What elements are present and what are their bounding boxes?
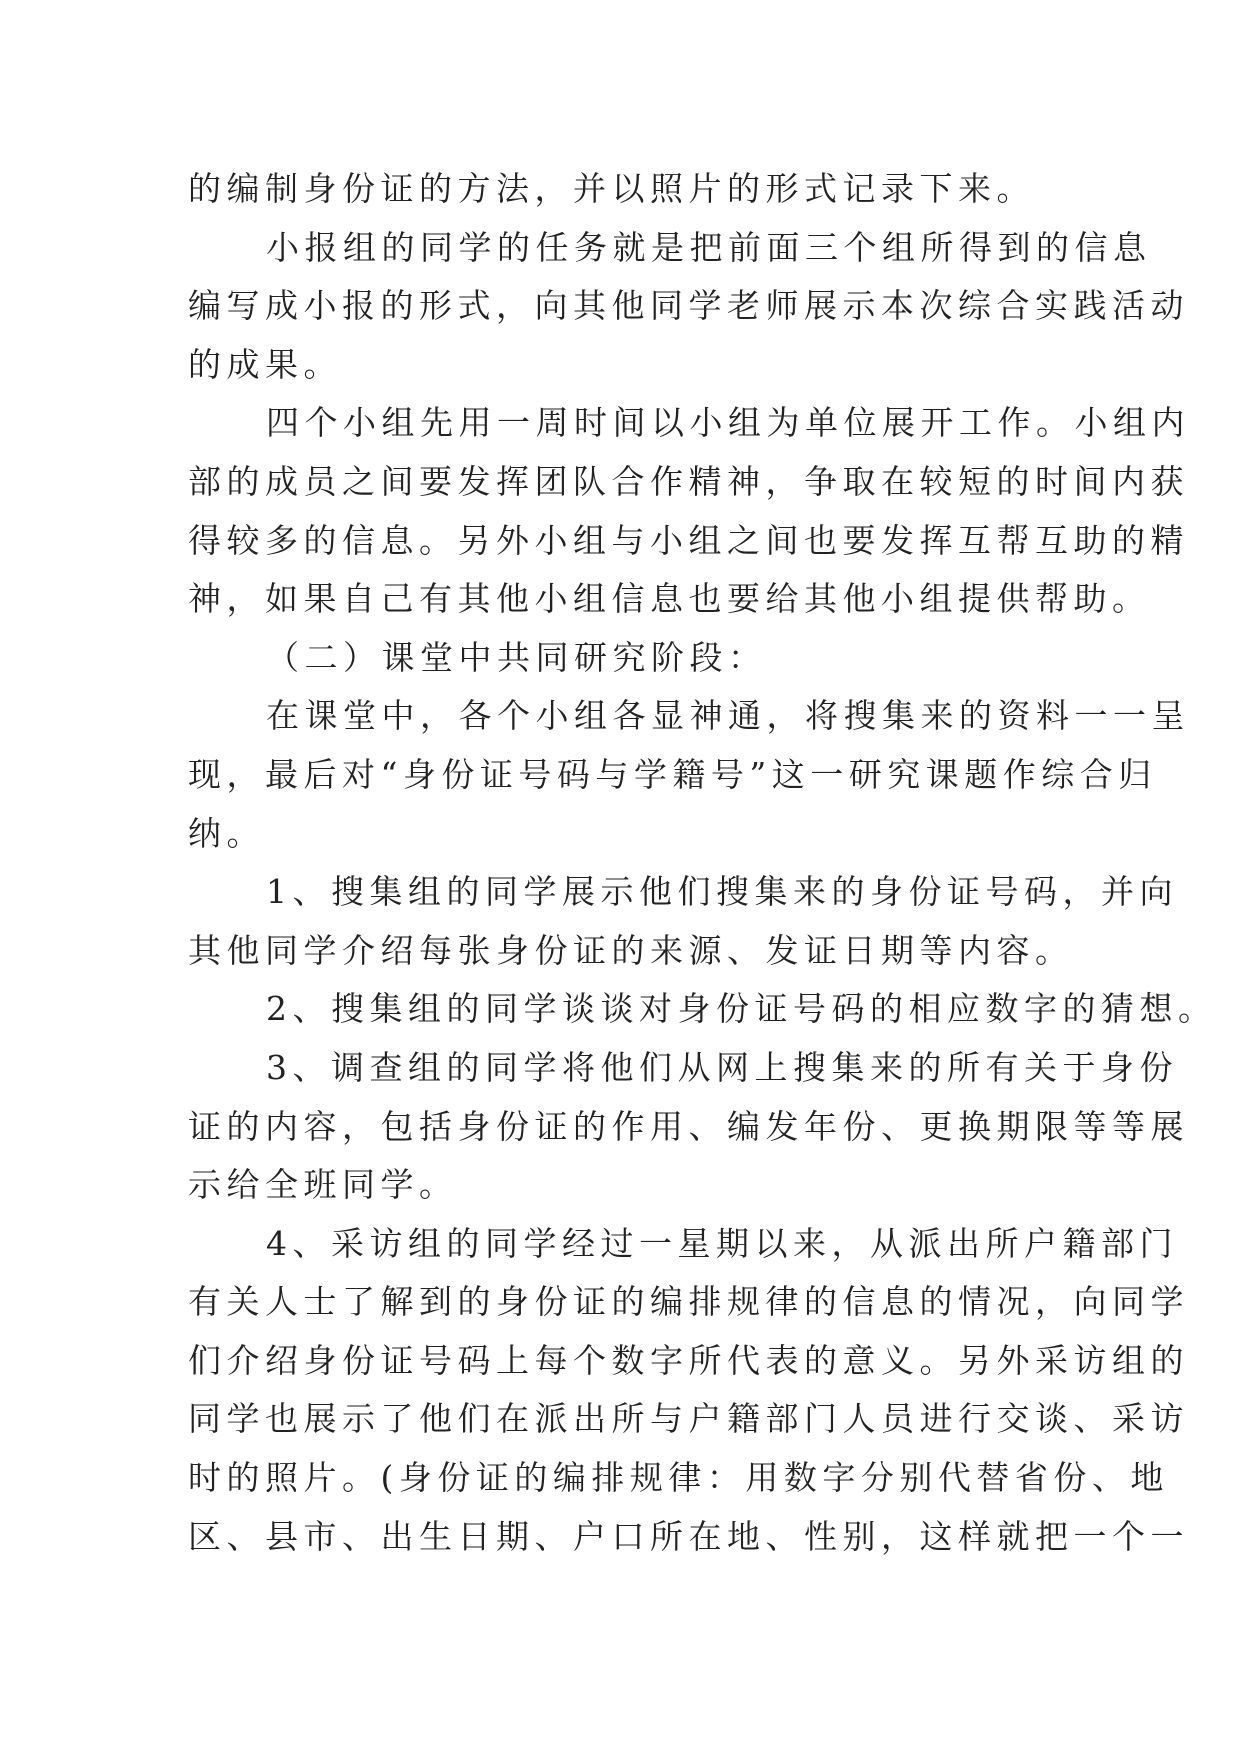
text-line: 区、县市、出生日期、户口所在地、性别，这样就把一个一: [188, 1516, 1189, 1556]
text-line: 现，最后对“身份证号码与学籍号”这一研究课题作综合归: [188, 754, 1157, 794]
text-line: 在课堂中，各个小组各显神通，将搜集来的资料一一呈: [266, 696, 1190, 736]
text-line: 部的成员之间要发挥团队合作精神，争取在较短的时间内获: [188, 461, 1189, 501]
text-line: 其他同学介绍每张身份证的来源、发证日期等内容。: [188, 930, 1074, 970]
text-line: 有关人士了解到的身份证的编排规律的信息的情况，向同学: [188, 1282, 1189, 1322]
text-line: 小报组的同学的任务就是把前面三个组所得到的信息: [266, 227, 1152, 267]
text-line: 神，如果自己有其他小组信息也要给其他小组提供帮助。: [188, 579, 1151, 619]
list-item-line: 3、调查组的同学将他们从网上搜集来的所有关于身份: [266, 1047, 1178, 1087]
text-line: 的成果。: [188, 344, 342, 384]
text-line: 示给全班同学。: [188, 1165, 458, 1205]
list-item-line: 4、采访组的同学经过一星期以来，从派出所户籍部门: [266, 1223, 1178, 1263]
text-line: 同学也展示了他们在派出所与户籍部门人员进行交谈、采访: [188, 1399, 1189, 1439]
text-line: 纳。: [188, 813, 265, 853]
text-line: 时的照片。(身份证的编排规律：用数字分别代替省份、地: [188, 1458, 1169, 1498]
text-line: 编写成小报的形式，向其他同学老师展示本次综合实践活动: [188, 286, 1189, 326]
text-line: 四个小组先用一周时间以小组为单位展开工作。小组内: [266, 403, 1190, 443]
list-item-line: 1、搜集组的同学展示他们搜集来的身份证号码，并向: [266, 872, 1178, 912]
text-line: 的编制身份证的方法，并以照片的形式记录下来。: [188, 169, 1035, 208]
text-line: 们介绍身份证号码上每个数字所代表的意义。另外采访组的: [188, 1340, 1189, 1380]
text-line: 得较多的信息。另外小组与小组之间也要发挥互帮互助的精: [188, 520, 1189, 560]
section-heading: （二）课堂中共同研究阶段：: [266, 637, 767, 677]
text-line: 证的内容，包括身份证的作用、编发年份、更换期限等等展: [188, 1106, 1189, 1146]
list-item-line: 2、搜集组的同学谈谈对身份证号码的相应数字的猜想。: [266, 989, 1217, 1029]
document-body: [188, 160, 1217, 1566]
